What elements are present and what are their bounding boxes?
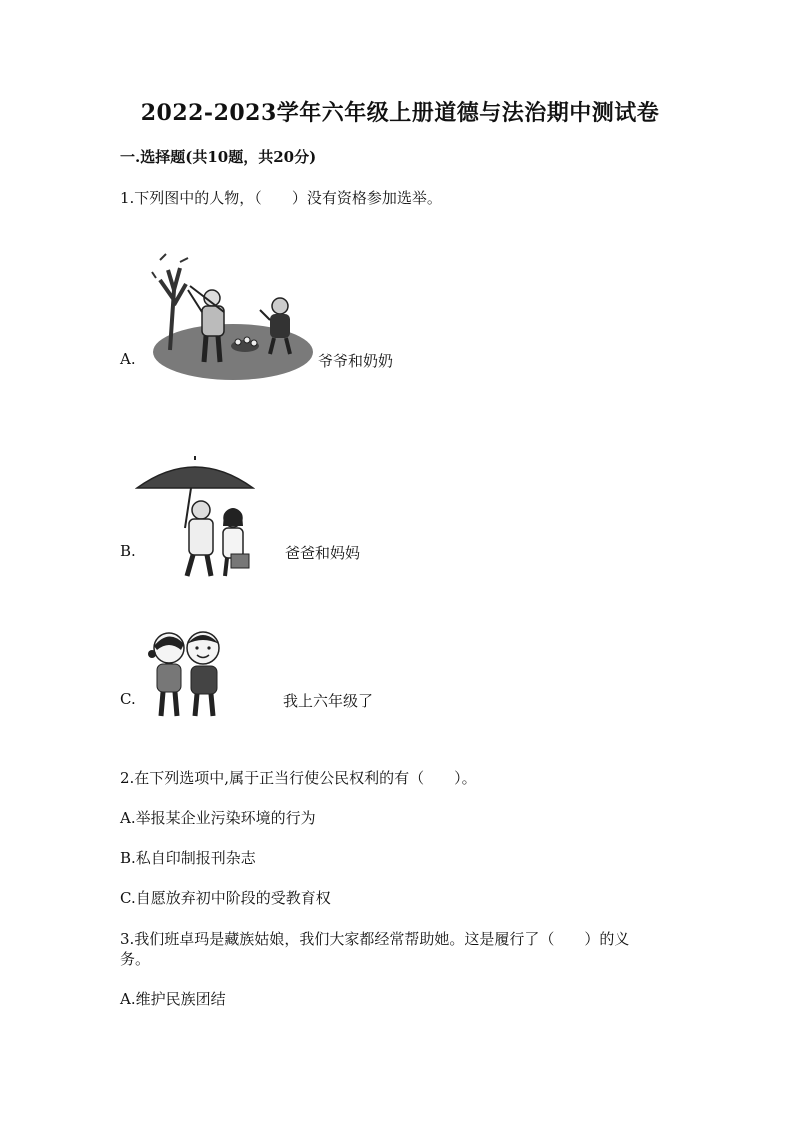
question-3-stem-line-2: 务。 — [120, 950, 151, 968]
grandparents-gardening-image — [150, 250, 315, 382]
section-heading: 一.选择题(共10题，共20分) — [120, 148, 317, 166]
q2-option-a: A.举报某企业污染环境的行为 — [120, 809, 316, 827]
q1-option-a-label: A. — [120, 350, 136, 368]
q2-option-c: C.自愿放弃初中阶段的受教育权 — [120, 889, 331, 907]
question-3-stem-line-1: 3.我们班卓玛是藏族姑娘，我们大家都经常帮助她。这是履行了（ ）的义 — [120, 930, 630, 948]
q2-option-b: B.私自印制报刊杂志 — [120, 849, 256, 867]
q1-option-b-label: B. — [120, 542, 136, 560]
q1-option-c-label: C. — [120, 690, 136, 708]
q3-option-a: A.维护民族团结 — [120, 990, 226, 1008]
two-children-image — [145, 626, 227, 722]
parents-under-umbrella-image — [135, 452, 255, 580]
q1-option-b-text: 爸爸和妈妈 — [285, 544, 361, 562]
q1-option-c-text: 我上六年级了 — [283, 692, 374, 710]
question-1-stem: 1.下列图中的人物，（ ）没有资格参加选举。 — [120, 189, 442, 207]
q1-option-a-text: 爷爷和奶奶 — [318, 352, 394, 370]
question-2-stem: 2.在下列选项中,属于正当行使公民权利的有（ ）。 — [120, 769, 477, 787]
page-title: 2022-2023学年六年级上册道德与法治期中测试卷 — [140, 100, 660, 126]
